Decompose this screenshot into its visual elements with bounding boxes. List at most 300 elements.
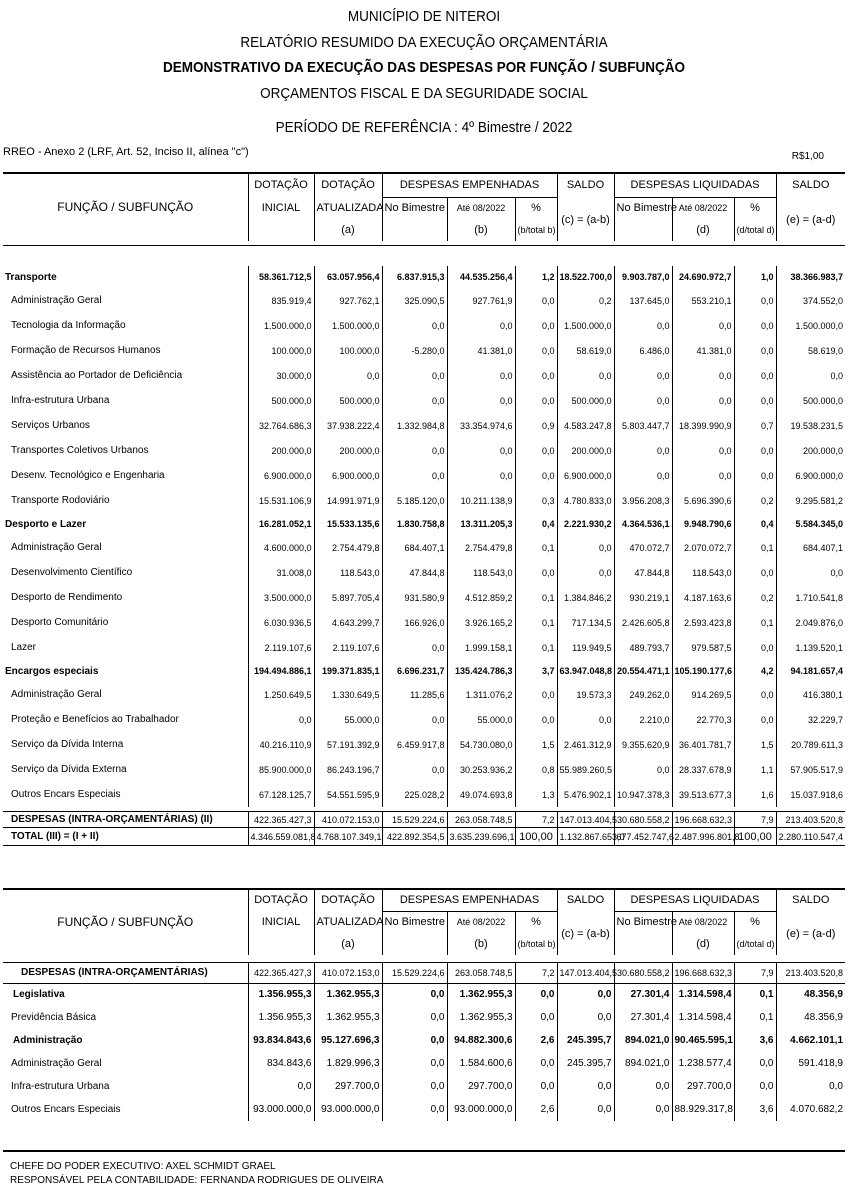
- pct-d-formula: (d/total d): [734, 219, 776, 241]
- row-value: 0,3: [515, 488, 557, 513]
- row-value: 0,0: [382, 983, 447, 1006]
- row-value: 2.119.107,6: [314, 635, 382, 660]
- row-value: 3,7: [515, 660, 557, 682]
- row-value: 30.253.936,2: [447, 757, 515, 782]
- row-value: 196.668.632,3: [672, 963, 734, 983]
- row-value: 0,1: [515, 585, 557, 610]
- row-label: Previdência Básica: [11, 1012, 97, 1023]
- row-value: 94.882.300,6: [447, 1029, 515, 1052]
- row-value: 0,0: [614, 1075, 672, 1098]
- row-value: 0,0: [248, 707, 314, 732]
- row-value: 553.210,1: [672, 288, 734, 313]
- row-value: 1.362.955,3: [314, 1006, 382, 1029]
- row-value: 2.461.312,9: [557, 732, 614, 757]
- row-value: 717.134,5: [557, 610, 614, 635]
- row-value: 4.364.536,1: [614, 513, 672, 535]
- row-value: 0,1: [734, 535, 776, 560]
- row-value: 0,0: [734, 682, 776, 707]
- row-value: 1.362.955,3: [447, 983, 515, 1006]
- row-value: 9.903.787,0: [614, 266, 672, 288]
- row-value: 20.789.611,3: [776, 732, 845, 757]
- row-value: 4.662.101,1: [776, 1029, 845, 1052]
- row-value: 39.513.677,3: [672, 782, 734, 807]
- row-value: 58.619,0: [776, 338, 845, 363]
- row-value: 200.000,0: [248, 438, 314, 463]
- row-value: 0,0: [734, 363, 776, 388]
- row-value: 4.583.247,8: [557, 413, 614, 438]
- row-value: 15.533.135,6: [314, 513, 382, 535]
- row-value: 30.680.558,2: [614, 963, 672, 983]
- row-value: 37.938.222,4: [314, 413, 382, 438]
- table-row: [3, 338, 845, 363]
- row-value: 16.281.052,1: [248, 513, 314, 535]
- row-label: Outros Encars Especiais: [11, 1104, 121, 1115]
- row-value: 14.991.971,9: [314, 488, 382, 513]
- empenhadas-header-2: DESPESAS EMPENHADAS: [382, 889, 557, 911]
- row-value: 0,0: [515, 438, 557, 463]
- dotacao-inicial-header-2: DOTAÇÃO: [248, 889, 314, 911]
- row-value: 41.381,0: [672, 338, 734, 363]
- row-value: 2.487.996.801,8: [672, 828, 734, 846]
- row-label: Proteção e Benefícios ao Trabalhador: [11, 714, 179, 725]
- row-value: 500.000,0: [248, 388, 314, 413]
- row-value: 32.764.686,3: [248, 413, 314, 438]
- row-value: 55.000,0: [314, 707, 382, 732]
- orcamentos-title: ORÇAMENTOS FISCAL E DA SEGURIDADE SOCIAL: [260, 85, 588, 102]
- row-value: 0,1: [734, 1006, 776, 1029]
- table-row: [3, 635, 845, 660]
- row-value: 1.314.598,4: [672, 1006, 734, 1029]
- row-value: 374.552,0: [776, 288, 845, 313]
- empenhadas-header: DESPESAS EMPENHADAS: [382, 173, 557, 197]
- row-value: 500.000,0: [314, 388, 382, 413]
- row-value: 18.522.700,0: [557, 266, 614, 288]
- row-value: 85.900.000,0: [248, 757, 314, 782]
- saldo-e-header: SALDO: [776, 173, 845, 197]
- row-value: 199.371.835,1: [314, 660, 382, 682]
- row-label: Administração Geral: [11, 295, 102, 306]
- row-value: 6.837.915,3: [382, 266, 447, 288]
- row-value: 4.780.833,0: [557, 488, 614, 513]
- row-value: 6.900.000,0: [314, 463, 382, 488]
- row-value: 0,0: [382, 363, 447, 388]
- pct-d-label-2: %: [734, 911, 776, 933]
- row-value: 0,0: [672, 438, 734, 463]
- row-value: 194.494.886,1: [248, 660, 314, 682]
- row-value: 93.000.000,0: [314, 1098, 382, 1121]
- row-value: 3.635.239.696,1: [447, 828, 515, 846]
- row-value: 90.465.595,1: [672, 1029, 734, 1052]
- row-value: 263.058.748,5: [447, 812, 515, 828]
- row-value: 15.529.224,6: [382, 963, 447, 983]
- row-value: 0,0: [515, 707, 557, 732]
- row-value: 1.362.955,3: [447, 1006, 515, 1029]
- row-value: 4.768.107.349,1: [314, 828, 382, 846]
- row-value: 54.730.080,0: [447, 732, 515, 757]
- row-value: 0,0: [734, 635, 776, 660]
- table-row: [3, 313, 845, 338]
- row-value: 931.580,9: [382, 585, 447, 610]
- b-label: (b): [447, 219, 515, 241]
- table-row: [3, 682, 845, 707]
- table-row: [3, 535, 845, 560]
- accounting-responsible: RESPONSÁVEL PELA CONTABILIDADE: FERNANDA RODRIGUES DE OLIVEIRA: [10, 1175, 384, 1186]
- row-value: 0,0: [515, 1006, 557, 1029]
- row-value: 0,0: [382, 1029, 447, 1052]
- row-value: 0,0: [672, 363, 734, 388]
- row-value: 0,2: [557, 288, 614, 313]
- table-row: [3, 463, 845, 488]
- row-value: 894.021,0: [614, 1052, 672, 1075]
- dotacao-atualizada-header-2: DOTAÇÃO: [314, 889, 382, 911]
- table-row: [3, 488, 845, 513]
- row-value: 0,0: [614, 313, 672, 338]
- row-value: 2,6: [515, 1029, 557, 1052]
- row-value: 1.139.520,1: [776, 635, 845, 660]
- row-value: 1,5: [515, 732, 557, 757]
- saldo-e-formula-2: (e) = (a-d): [776, 923, 845, 945]
- row-value: 6.030.936,5: [248, 610, 314, 635]
- row-value: 0,0: [382, 1075, 447, 1098]
- row-value: 3.500.000,0: [248, 585, 314, 610]
- row-value: 0,0: [734, 560, 776, 585]
- row-value: 2.754.479,8: [447, 535, 515, 560]
- row-value: 1.584.600,6: [447, 1052, 515, 1075]
- row-value: 489.793,7: [614, 635, 672, 660]
- table-row: [3, 438, 845, 463]
- row-value: 0,0: [382, 388, 447, 413]
- table-row: [3, 1006, 845, 1029]
- table-row: [3, 363, 845, 388]
- row-value: 19.538.231,5: [776, 413, 845, 438]
- row-value: 0,0: [515, 313, 557, 338]
- row-value: 32.229,7: [776, 707, 845, 732]
- row-value: 27.301,4: [614, 1006, 672, 1029]
- row-label: Serviços Urbanos: [11, 420, 90, 431]
- row-label: Transporte: [5, 271, 57, 283]
- row-value: 1.238.577,4: [672, 1052, 734, 1075]
- row-value: 9.295.581,2: [776, 488, 845, 513]
- row-value: 2,6: [515, 1098, 557, 1121]
- row-value: 1.311.076,2: [447, 682, 515, 707]
- row-value: 6.900.000,0: [248, 463, 314, 488]
- row-value: 47.844,8: [382, 560, 447, 585]
- row-value: 94.181.657,4: [776, 660, 845, 682]
- row-value: 1,0: [734, 266, 776, 288]
- municipality-title: MUNICÍPIO DE NITEROI: [347, 8, 501, 25]
- pct-d-label: %: [734, 197, 776, 219]
- pct-b-label: %: [515, 197, 557, 219]
- row-value: 1.830.758,8: [382, 513, 447, 535]
- row-value: 1.384.846,2: [557, 585, 614, 610]
- row-value: 5.696.390,6: [672, 488, 734, 513]
- row-value: 10.947.378,3: [614, 782, 672, 807]
- d-label-2: (d): [672, 933, 734, 955]
- row-value: 0,0: [614, 438, 672, 463]
- row-value: 0,0: [557, 363, 614, 388]
- row-value: 0,0: [515, 1075, 557, 1098]
- row-value: 0,0: [776, 1075, 845, 1098]
- row-value: 196.668.632,3: [672, 812, 734, 828]
- row-value: 0,0: [776, 560, 845, 585]
- row-value: 100,00: [734, 828, 776, 846]
- row-value: 57.905.517,9: [776, 757, 845, 782]
- row-value: 1.710.541,8: [776, 585, 845, 610]
- pct-b-label-2: %: [515, 911, 557, 933]
- period-title: PERÍODO DE REFERÊNCIA : 4º Bimestre / 2022: [275, 119, 573, 136]
- row-label: Desporto de Rendimento: [11, 592, 123, 603]
- row-value: 1.500.000,0: [248, 313, 314, 338]
- row-value: 9.948.790,6: [672, 513, 734, 535]
- row-value: 930.219,1: [614, 585, 672, 610]
- row-value: 15.529.224,6: [382, 812, 447, 828]
- row-value: 6.900.000,0: [557, 463, 614, 488]
- row-value: 914.269,5: [672, 682, 734, 707]
- row-value: 67.128.125,7: [248, 782, 314, 807]
- row-value: 4,2: [734, 660, 776, 682]
- total-row: [3, 828, 845, 846]
- row-value: 927.761,9: [447, 288, 515, 313]
- row-value: 0,1: [515, 535, 557, 560]
- demonstrativo-title: DEMONSTRATIVO DA EXECUÇÃO DAS DESPESAS POR FUNÇÃO / SUBFUNÇÃO: [162, 59, 686, 76]
- table-row: [3, 610, 845, 635]
- row-value: 0,0: [734, 707, 776, 732]
- row-value: 1.500.000,0: [557, 313, 614, 338]
- row-value: 200.000,0: [314, 438, 382, 463]
- row-value: 2.210,0: [614, 707, 672, 732]
- row-value: 13.311.205,3: [447, 513, 515, 535]
- saldo-c-formula: (c) = (a-b): [557, 209, 614, 231]
- row-value: 22.770,3: [672, 707, 734, 732]
- row-value: 500.000,0: [776, 388, 845, 413]
- row-value: 0,0: [314, 363, 382, 388]
- row-value: 410.072.153,0: [314, 963, 382, 983]
- row-value: 15.037.918,6: [776, 782, 845, 807]
- row-value: 1.314.598,4: [672, 983, 734, 1006]
- table1-totals: [3, 811, 845, 846]
- row-value: 2.049.876,0: [776, 610, 845, 635]
- row-value: 0,0: [557, 535, 614, 560]
- row-value: 0,0: [614, 363, 672, 388]
- row-value: 0,0: [515, 682, 557, 707]
- row-value: 1.356.955,3: [248, 983, 314, 1006]
- row-label: Assistência ao Portador de Deficiência: [11, 370, 183, 381]
- row-value: 24.690.972,7: [672, 266, 734, 288]
- row-value: 119.949,5: [557, 635, 614, 660]
- row-label: Tecnologia da Informação: [11, 320, 126, 331]
- row-value: 0,0: [614, 463, 672, 488]
- row-value: 40.216.110,9: [248, 732, 314, 757]
- row-value: 55.000,0: [447, 707, 515, 732]
- row-value: 33.354.974,6: [447, 413, 515, 438]
- row-value: 1,1: [734, 757, 776, 782]
- row-value: 0,0: [382, 635, 447, 660]
- row-label: Transporte Rodoviário: [11, 495, 110, 506]
- row-value: 93.834.843,6: [248, 1029, 314, 1052]
- row-value: 834.843,6: [248, 1052, 314, 1075]
- row-value: 0,0: [515, 1052, 557, 1075]
- row-value: 245.395,7: [557, 1029, 614, 1052]
- row-value: 0,0: [382, 463, 447, 488]
- table-row: [3, 1075, 845, 1098]
- row-label: Administração: [13, 1035, 83, 1046]
- table-row: [3, 782, 845, 807]
- b-label-2: (b): [447, 933, 515, 955]
- row-value: 1.500.000,0: [776, 313, 845, 338]
- inicial-label-2: INICIAL: [248, 911, 314, 933]
- row-value: 0,0: [382, 1006, 447, 1029]
- row-value: 93.000.000,0: [447, 1098, 515, 1121]
- row-value: 36.401.781,7: [672, 732, 734, 757]
- row-value: 7,9: [734, 963, 776, 983]
- row-value: 3.956.208,3: [614, 488, 672, 513]
- row-value: 1,6: [734, 782, 776, 807]
- no-bimestre-b-label-2: No Bimestre: [382, 911, 447, 933]
- ate-b-label: Até 08/2022: [447, 197, 515, 219]
- row-value: 63.947.048,8: [557, 660, 614, 682]
- row-label: Lazer: [11, 642, 37, 653]
- dotacao-atualizada-header: DOTAÇÃO: [314, 173, 382, 197]
- pct-b-formula: (b/total b): [515, 219, 557, 241]
- table-row: [3, 757, 845, 782]
- row-value: 1.250.649,5: [248, 682, 314, 707]
- row-value: 0,0: [672, 388, 734, 413]
- row-value: 18.399.990,9: [672, 413, 734, 438]
- row-value: 100,00: [515, 828, 557, 846]
- row-value: 0,0: [557, 1098, 614, 1121]
- row-value: 1.132.867.653,0: [557, 828, 614, 846]
- row-label: Transportes Coletivos Urbanos: [11, 445, 149, 456]
- row-value: 2.280.110.547,4: [776, 828, 845, 846]
- row-value: 105.190.177,6: [672, 660, 734, 682]
- row-value: 4.070.682,2: [776, 1098, 845, 1121]
- annex-reference: RREO - Anexo 2 (LRF, Art. 52, Inciso II, alínea "c"): [3, 146, 249, 158]
- liquidadas-header-2: DESPESAS LIQUIDADAS: [614, 889, 776, 911]
- row-value: 0,0: [614, 388, 672, 413]
- row-value: 0,0: [734, 438, 776, 463]
- row-value: 135.424.786,3: [447, 660, 515, 682]
- row-value: 1,5: [734, 732, 776, 757]
- row-value: 44.535.256,4: [447, 266, 515, 288]
- table-row: [3, 388, 845, 413]
- row-value: 325.090,5: [382, 288, 447, 313]
- liquidadas-header: DESPESAS LIQUIDADAS: [614, 173, 776, 197]
- row-value: 684.407,1: [382, 535, 447, 560]
- row-value: 0,1: [515, 635, 557, 660]
- row-value: 4.187.163,6: [672, 585, 734, 610]
- row-label: Infra-estrutura Urbana: [11, 395, 110, 406]
- row-value: 0,0: [734, 1075, 776, 1098]
- table-row: [3, 1098, 845, 1121]
- row-label: Infra-estrutura Urbana: [11, 1081, 110, 1092]
- row-value: 0,1: [734, 983, 776, 1006]
- table1-body: [3, 266, 845, 807]
- row-value: 0,0: [734, 463, 776, 488]
- saldo-c-header-2: SALDO: [557, 889, 614, 911]
- row-value: 0,0: [515, 338, 557, 363]
- row-value: 48.356,9: [776, 1006, 845, 1029]
- row-value: 0,0: [734, 313, 776, 338]
- row-value: 0,2: [734, 488, 776, 513]
- row-value: 0,7: [734, 413, 776, 438]
- row-label: Serviço da Dívida Interna: [11, 739, 124, 750]
- row-value: 0,0: [515, 388, 557, 413]
- row-value: 3.926.165,2: [447, 610, 515, 635]
- row-value: 0,0: [672, 463, 734, 488]
- row-value: 422.365.427,3: [248, 812, 314, 828]
- table1-header: [3, 173, 845, 241]
- row-value: 4.643.299,7: [314, 610, 382, 635]
- row-value: 1.829.996,3: [314, 1052, 382, 1075]
- row-value: 835.919,4: [248, 288, 314, 313]
- row-value: 88.929.317,8: [672, 1098, 734, 1121]
- row-value: 0,0: [382, 1052, 447, 1075]
- row-value: 6.459.917,8: [382, 732, 447, 757]
- row-value: 0,0: [447, 388, 515, 413]
- row-value: 5.897.705,4: [314, 585, 382, 610]
- row-value: 0,0: [776, 363, 845, 388]
- row-value: 410.072.153,0: [314, 812, 382, 828]
- d-label: (d): [672, 219, 734, 241]
- row-value: 416.380,1: [776, 682, 845, 707]
- row-value: 200.000,0: [776, 438, 845, 463]
- row-value: 15.531.106,9: [248, 488, 314, 513]
- row-value: 500.000,0: [557, 388, 614, 413]
- row-value: 1,2: [515, 266, 557, 288]
- ate-d-label-2: Até 08/2022: [672, 911, 734, 933]
- row-value: 245.395,7: [557, 1052, 614, 1075]
- a-label: (a): [314, 219, 382, 241]
- table-row: [3, 585, 845, 610]
- row-value: 4.512.859,2: [447, 585, 515, 610]
- funcao-header-2: FUNÇÃO / SUBFUNÇÃO: [57, 915, 194, 929]
- funcao-header: FUNÇÃO / SUBFUNÇÃO: [57, 200, 194, 214]
- row-label: Administração Geral: [11, 542, 102, 553]
- row-value: 1.330.649,5: [314, 682, 382, 707]
- row-value: 5.584.345,0: [776, 513, 845, 535]
- row-value: 30.000,0: [248, 363, 314, 388]
- row-value: 49.074.693,8: [447, 782, 515, 807]
- saldo-c-formula-2: (c) = (a-b): [557, 923, 614, 945]
- row-value: 27.301,4: [614, 983, 672, 1006]
- row-value: 147.013.404,5: [557, 963, 614, 983]
- row-value: 200.000,0: [557, 438, 614, 463]
- row-value: 3,6: [734, 1029, 776, 1052]
- row-value: 249.262,0: [614, 682, 672, 707]
- row-value: 11.285,6: [382, 682, 447, 707]
- row-value: 95.127.696,3: [314, 1029, 382, 1052]
- row-value: 100.000,0: [314, 338, 382, 363]
- row-value: 137.645,0: [614, 288, 672, 313]
- row-value: 0,0: [734, 338, 776, 363]
- row-value: 86.243.196,7: [314, 757, 382, 782]
- table-row: [3, 560, 845, 585]
- row-value: 0,0: [614, 1098, 672, 1121]
- row-value: 147.013.404,5: [557, 812, 614, 828]
- table-row: [3, 983, 845, 1006]
- row-value: 684.407,1: [776, 535, 845, 560]
- row-value: 5.803.447,7: [614, 413, 672, 438]
- row-value: 3,6: [734, 1098, 776, 1121]
- no-bimestre-b-label: No Bimestre: [382, 197, 447, 219]
- row-value: 0,0: [248, 1075, 314, 1098]
- row-value: 0,0: [382, 707, 447, 732]
- row-value: 48.356,9: [776, 983, 845, 1006]
- row-value: 297.700,0: [447, 1075, 515, 1098]
- row-value: 0,0: [447, 438, 515, 463]
- row-label: Formação de Recursos Humanos: [11, 345, 161, 356]
- table-row: [3, 413, 845, 438]
